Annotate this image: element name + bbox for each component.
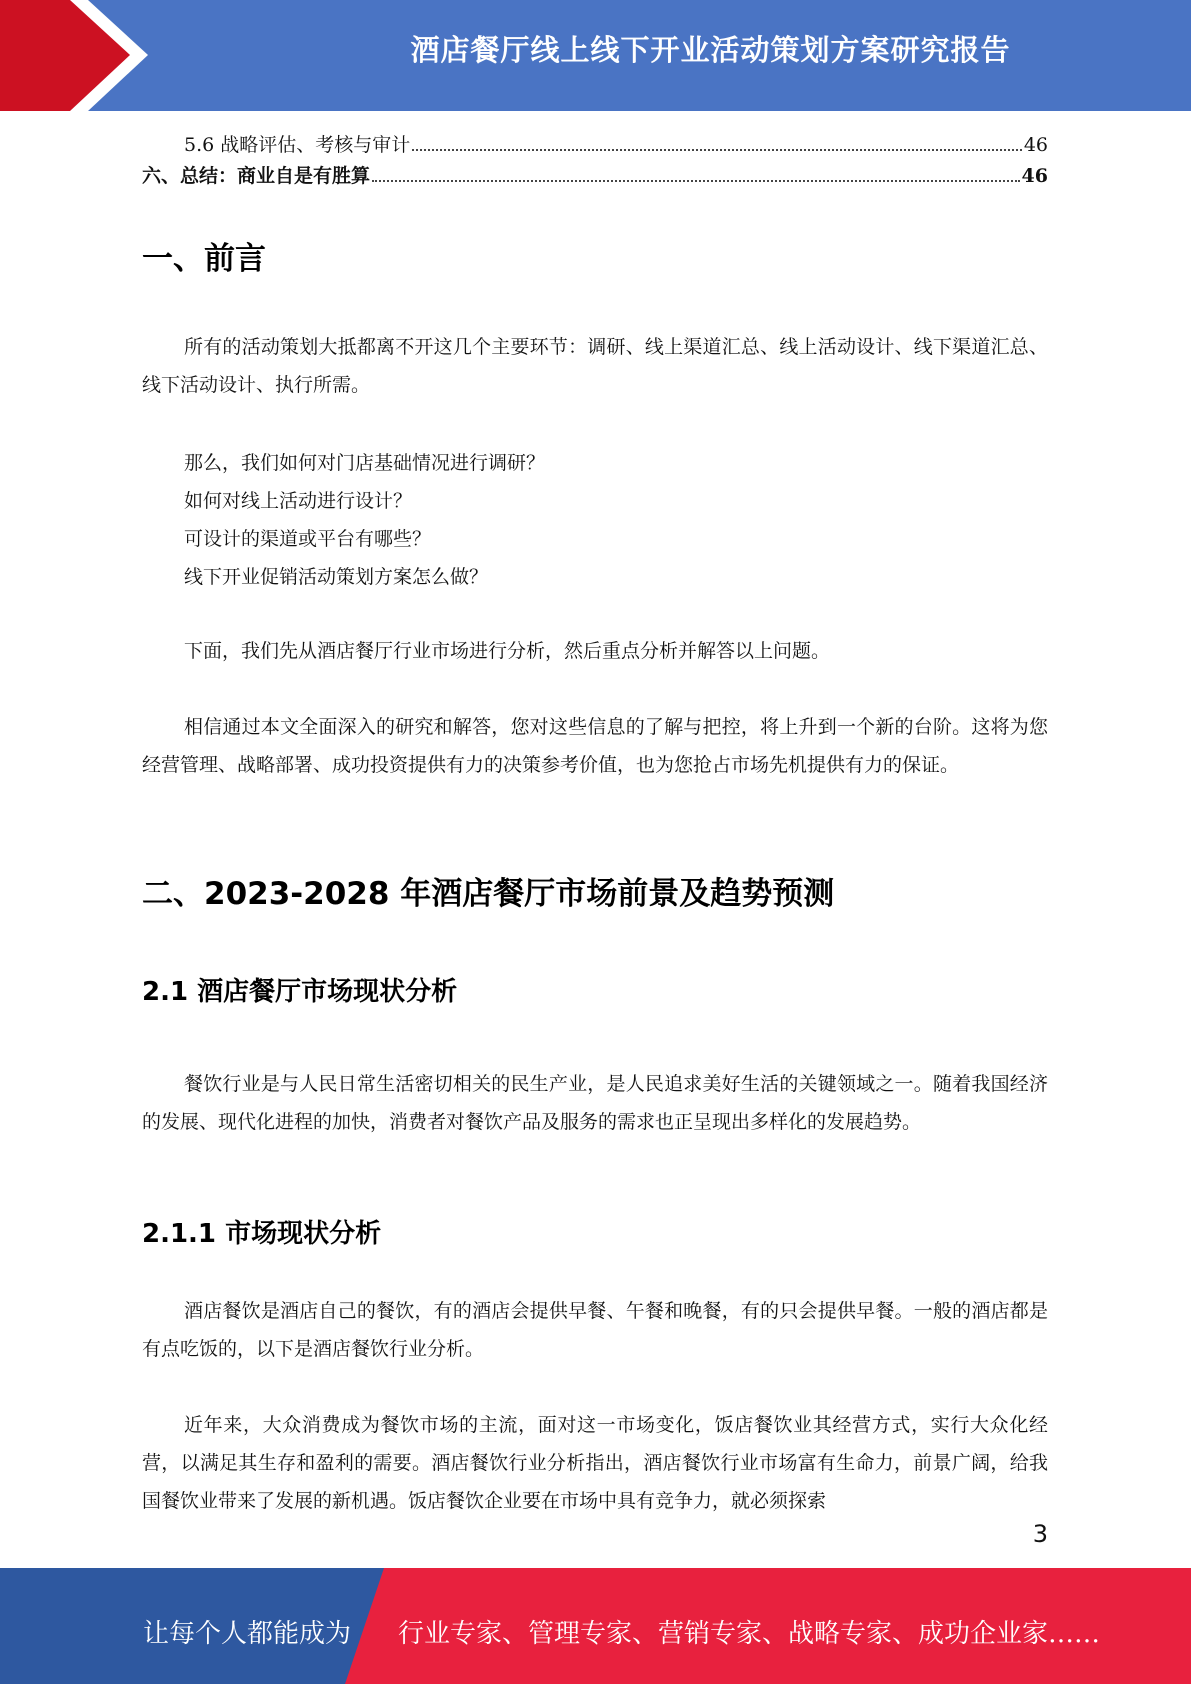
toc-entry-page: 46 [1021,165,1048,187]
paragraph: 所有的活动策划大抵都离不开这几个主要环节：调研、线上渠道汇总、线上活动设计、线下渠道汇总、线下活动设计、执行所需。 [142,336,1048,396]
page-header [0,0,1191,111]
report-title: 酒店餐厅线上线下开业活动策划方案研究报告 [410,33,1011,67]
footer-slogan-left: 让每个人都能成为 [143,1619,352,1649]
question-line: 可设计的渠道或平台有哪些？ [184,528,432,550]
paragraph: 下面，我们先从酒店餐厅行业市场进行分析，然后重点分析并解答以上问题。 [184,640,831,662]
subsection-heading: 2.1.1 市场现状分析 [142,1219,382,1249]
section-heading: 二、2023-2028 年酒店餐厅市场前景及趋势预测 [142,876,835,912]
subsection-heading: 2.1 酒店餐厅市场现状分析 [142,977,458,1007]
section-heading: 一、前言 [142,241,266,277]
toc-entry[interactable] [142,130,1048,157]
question-line: 线下开业促销活动策划方案怎么做？ [184,566,489,588]
chevron-logo-icon [0,0,160,111]
toc-entry-page: 46 [1023,134,1048,156]
page-footer [0,1568,1191,1684]
footer-slogan-right: 行业专家、管理专家、营销专家、战略专家、成功企业家…… [398,1619,1101,1649]
paragraph: 近年来，大众消费成为餐饮市场的主流，面对这一市场变化，饭店餐饮业其经营方式，实行大众化经营，以满足其生存和盈利的需要。酒店餐饮行业分析指出，酒店餐饮行业市场富有生命力，前景广阔，给我国餐饮业带来了发展的新机遇。饭店餐饮企业要在市场中具有竞争力，就必须探索 [142,1414,1048,1512]
toc-entry[interactable] [142,161,1048,188]
page-number: 3 [1032,1520,1048,1548]
question-line: 那么，我们如何对门店基础情况进行调研？ [184,452,546,474]
question-line: 如何对线上活动进行设计？ [184,490,413,512]
paragraph: 酒店餐饮是酒店自己的餐饮，有的酒店会提供早餐、午餐和晚餐，有的只会提供早餐。一般的酒店都是有点吃饭的，以下是酒店餐饮行业分析。 [142,1300,1048,1360]
toc-dot-leader [372,180,1020,182]
paragraph: 餐饮行业是与人民日常生活密切相关的民生产业，是人民追求美好生活的关键领域之一。随着我国经济的发展、现代化进程的加快，消费者对餐饮产品及服务的需求也正呈现出多样化的发展趋势。 [142,1073,1048,1133]
toc-entry-label: 5.6 战略评估、考核与审计 [184,134,411,156]
toc-entry-label: 六、总结：商业自是有胜算 [142,165,371,187]
paragraph: 相信通过本文全面深入的研究和解答，您对这些信息的了解与把控，将上升到一个新的台阶。这将为您经营管理、战略部署、成功投资提供有力的决策参考价值，也为您抢占市场先机提供有力的保证。 [142,716,1048,776]
toc-dot-leader [412,149,1022,151]
